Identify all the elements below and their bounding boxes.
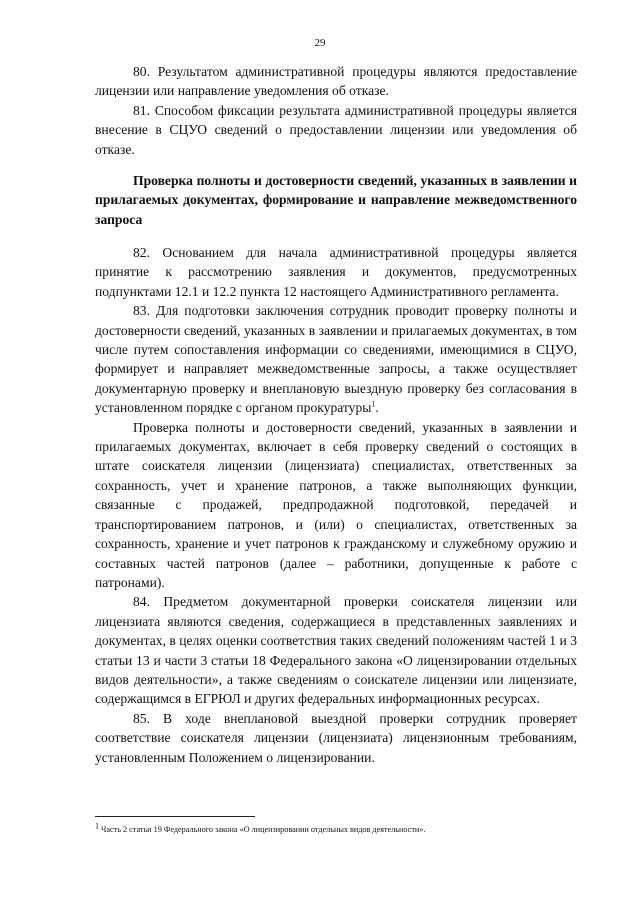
paragraph-81: 81. Способом фиксации результата административной процедуры является внесение в СЦУО сведений о предоставлении лицензии или уведомления об отказе. (95, 102, 577, 157)
paragraph-check-scope: Проверка полноты и достоверности сведений, указанных в заявлении и прилагаемых документах, включает в себя проверку сведений о состоящих в штате соискателя лицензии (лицензиата) специалистах, ответственных за сохранность, учет и хранение патронов, а также выполняющих функции, связанные с продажей, предпродажной подготовкой, передачей и транспортированием патронов, и (или) о специалистах, ответственных за сохранность, хранение и учет патронов к гражданскому и служебному оружию и составных частей патронов (далее – работники, допущенные к работе с патронами). (95, 419, 577, 590)
paragraph-82: 82. Основанием для начала административной процедуры является принятие к рассмотрению заявления и документов, предусмотренных подпунктами 12.1 и 12.2 пункта 12 настоящего Административного регламента. (95, 245, 577, 299)
footnote-reference: 1 (371, 399, 376, 409)
page-number: 29 (314, 37, 326, 49)
footnote-divider (95, 816, 255, 817)
section-heading: Проверка полноты и достоверности сведений, указанных в заявлении и прилагаемых документах, формирование и направление межведомственного запроса (95, 173, 577, 227)
footnote-text: Часть 2 статьи 19 Федерального закона «О лицензировании отдельных видов деятельности». (99, 825, 426, 834)
paragraph-80: 80. Результатом административной процедуры являются предоставление лицензии или направление уведомления об отказе. (95, 64, 577, 99)
footnote (95, 821, 577, 835)
paragraph-83-text: 83. Для подготовки заключения сотрудник проводит проверку полноты и достоверности сведений, указанных в заявлении и прилагаемых документах, в том числе путем сопоставления информации со сведениями, имеющимися в СЦУО, формирует и направляет межведомственные запросы, а также осуществляет документарную проверку и внеплановую выездную проверку без согласования в установленном порядке с органом прокуратуры (95, 303, 577, 416)
paragraph-84: 84. Предметом документарной проверки соискателя лицензии или лицензиата являются сведения, содержащиеся в представленных заявлениях и документах, в целях оценки соответствия таких сведений положениям частей 1 и 3 статьи 13 и части 3 статьи 18 Федерального закона «О лицензировании отдельных видов деятельности», а также сведениям о соискателе лицензии или лицензиате, содержащимся в ЕГРЮЛ и других федеральных информационных ресурсах. (95, 594, 577, 707)
paragraph-85: 85. В ходе внеплановой выездной проверки сотрудник проверяет соответствие соискателя лицензии (лицензиата) лицензионным требованиям, установленным Положением о лицензировании. (95, 710, 577, 765)
footnote-mark: 1 (95, 821, 99, 831)
paragraph-83-end: . (375, 400, 379, 416)
paragraph-83 (95, 301, 577, 417)
paragraphs-top (95, 62, 577, 159)
paragraphs-main (95, 243, 577, 767)
